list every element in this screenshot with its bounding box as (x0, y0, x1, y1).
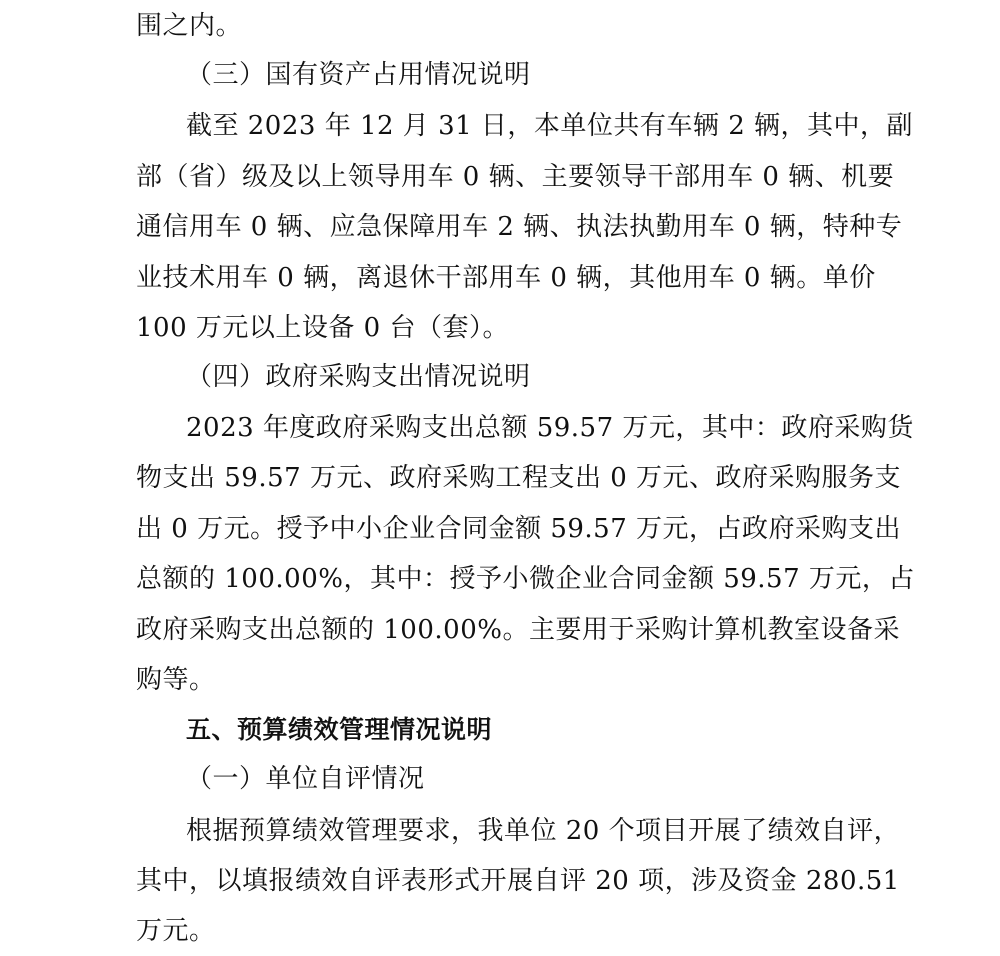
subsection-heading: （三）国有资产占用情况说明 (186, 60, 531, 90)
paragraph-line: 通信用车 0 辆、应急保障用车 2 辆、执法执勤用车 0 辆，特种专 (136, 212, 903, 242)
paragraph-line: 根据预算绩效管理要求，我单位 20 个项目开展了绩效自评， (186, 816, 901, 846)
paragraph-line: 出 0 万元。授予中小企业合同金额 59.57 万元，占政府采购支出 (136, 514, 902, 544)
subsection-heading: （四）政府采购支出情况说明 (186, 362, 531, 392)
paragraph-line: 业技术用车 0 辆，离退休干部用车 0 辆，其他用车 0 辆。单价 (136, 263, 876, 293)
paragraph-line: 其中，以填报绩效自评表形式开展自评 20 项，涉及资金 280.51 (136, 866, 900, 896)
paragraph-line: 购等。 (136, 665, 216, 695)
paragraph-line: 部（省）级及以上领导用车 0 辆、主要领导干部用车 0 辆、机要 (136, 162, 895, 192)
section-heading: 五、预算绩效管理情况说明 (186, 715, 493, 744)
paragraph-line: 围之内。 (136, 11, 243, 41)
paragraph-line: 截至 2023 年 12 月 31 日，本单位共有车辆 2 辆，其中，副 (186, 111, 913, 141)
subsection-heading: （一）单位自评情况 (186, 764, 425, 794)
paragraph-line: 万元。 (136, 916, 216, 946)
paragraph-line: 总额的 100.00%，其中：授予小微企业合同金额 59.57 万元，占 (136, 564, 915, 594)
paragraph-line: 100 万元以上设备 0 台（套）。 (136, 313, 509, 343)
paragraph-line: 2023 年度政府采购支出总额 59.57 万元，其中：政府采购货 (186, 413, 914, 443)
paragraph-line: 物支出 59.57 万元、政府采购工程支出 0 万元、政府采购服务支 (136, 463, 902, 493)
paragraph-line: 政府采购支出总额的 100.00%。主要用于采购计算机教室设备采 (136, 615, 900, 645)
